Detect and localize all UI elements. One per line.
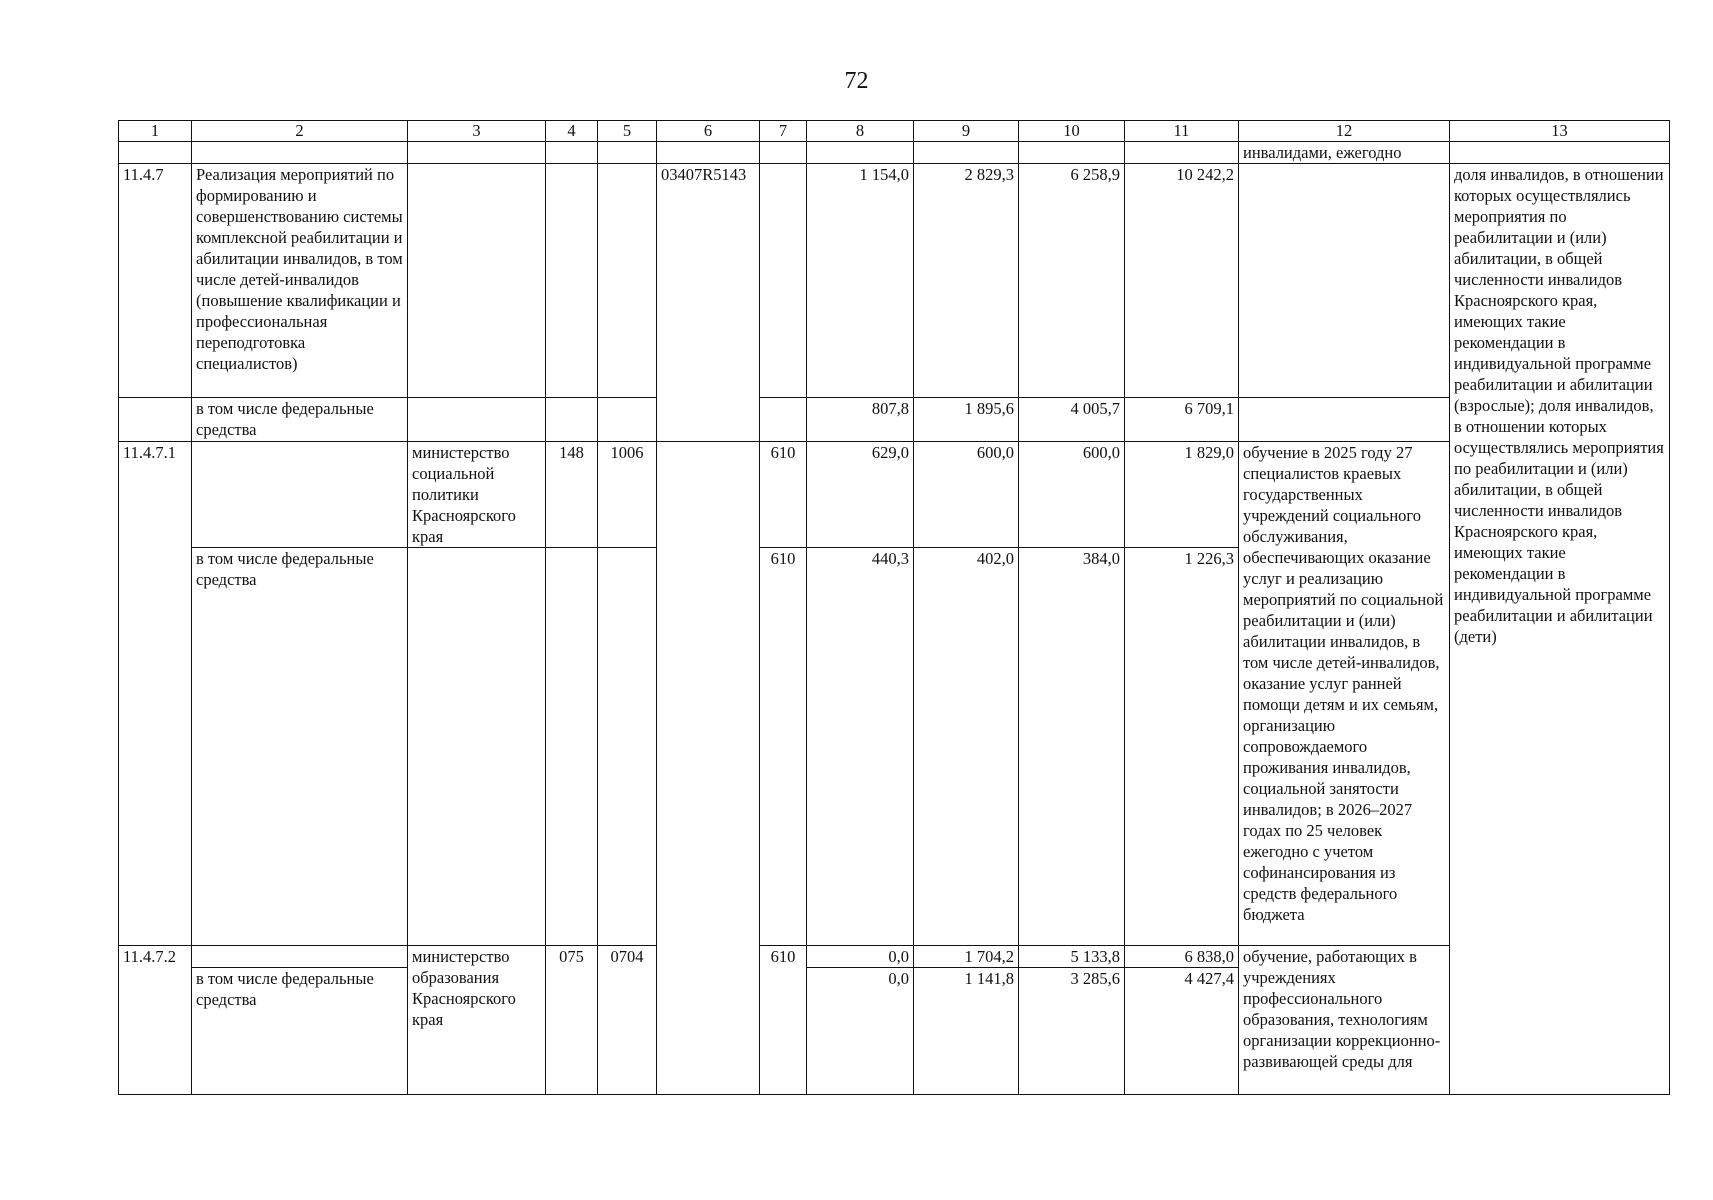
col-header: 10 [1019, 121, 1125, 142]
table-row [119, 442, 1670, 548]
result-cell: инвалидами, ежегодно [1239, 142, 1450, 164]
indicator-cell: доля инвалидов, в отношении которых осуществлялись мероприятия по реабилитации и (или) абилитации, в общей численности инвалидов Красноярского края, имеющих такие рекомендации в индивидуальной программе реабилитации и абилитации (взрослые); доля инвалидов, в отношении которых осуществлялись мероприятия по реабилитации и (или) абилитации, в общей численности инвалидов Красноярского края, имеющих такие рекомендации в индивидуальной программе реабилитации и абилитации (дети) [1450, 164, 1670, 1095]
value-cell: 6 838,0 [1125, 946, 1239, 968]
row-number: 11.4.7 [119, 164, 192, 398]
col-header: 2 [192, 121, 408, 142]
col-header: 11 [1125, 121, 1239, 142]
value-cell: 4 005,7 [1019, 398, 1125, 442]
value-cell: 10 242,2 [1125, 164, 1239, 398]
vr-code: 610 [760, 548, 807, 946]
value-cell: 600,0 [1019, 442, 1125, 548]
header-row [119, 121, 1670, 142]
col-header: 4 [546, 121, 598, 142]
col-header: 12 [1239, 121, 1450, 142]
result-cell: обучение, работающих в учреждениях профессионального образования, технологиям организации коррекционно-развивающей среды для [1239, 946, 1450, 1095]
page-number: 72 [844, 68, 869, 94]
value-cell: 1 141,8 [914, 968, 1019, 1095]
value-cell: 600,0 [914, 442, 1019, 548]
value-cell: 1 895,6 [914, 398, 1019, 442]
value-cell: 4 427,4 [1125, 968, 1239, 1095]
value-cell: 6 709,1 [1125, 398, 1239, 442]
table-row [119, 164, 1670, 398]
row-number: 11.4.7.2 [119, 946, 192, 1095]
value-cell: 629,0 [807, 442, 914, 548]
row-number: 11.4.7.1 [119, 442, 192, 946]
col-header: 3 [408, 121, 546, 142]
value-cell: 0,0 [807, 968, 914, 1095]
value-cell: 807,8 [807, 398, 914, 442]
federal-label: в том числе федеральные средства [192, 548, 408, 946]
org-name: министерство образования Красноярского края [408, 946, 546, 1095]
col-header: 8 [807, 121, 914, 142]
event-name: Реализация мероприятий по формированию и совершенствованию системы комплексной реабилитации и абилитации инвалидов, в том числе детей-инвалидов (повышение квалификации и профессиональная переподготовка специалистов) [192, 164, 408, 398]
value-cell: 5 133,8 [1019, 946, 1125, 968]
col-header: 1 [119, 121, 192, 142]
value-cell: 402,0 [914, 548, 1019, 946]
table-row [119, 946, 1670, 968]
value-cell: 384,0 [1019, 548, 1125, 946]
csr-code: 03407R5143 [657, 164, 760, 442]
value-cell: 440,3 [807, 548, 914, 946]
value-cell: 1 829,0 [1125, 442, 1239, 548]
value-cell: 0,0 [807, 946, 914, 968]
col-header: 5 [598, 121, 657, 142]
value-cell: 3 285,6 [1019, 968, 1125, 1095]
value-cell: 6 258,9 [1019, 164, 1125, 398]
col-header: 6 [657, 121, 760, 142]
vr-code: 610 [760, 442, 807, 548]
federal-label: в том числе федеральные средства [192, 398, 408, 442]
vr-code: 610 [760, 946, 807, 1095]
col-header: 13 [1450, 121, 1670, 142]
continuation-row [119, 142, 1670, 164]
federal-label: в том числе федеральные средства [192, 968, 408, 1095]
col-header: 9 [914, 121, 1019, 142]
rzpr-code: 0704 [598, 946, 657, 1095]
grbs-code: 148 [546, 442, 598, 548]
table-row [119, 398, 1670, 442]
col-header: 7 [760, 121, 807, 142]
value-cell: 1 704,2 [914, 946, 1019, 968]
value-cell: 1 154,0 [807, 164, 914, 398]
grbs-code: 075 [546, 946, 598, 1095]
rzpr-code: 1006 [598, 442, 657, 548]
result-cell: обучение в 2025 году 27 специалистов краевых государственных учреждений социального обслуживания, обеспечивающих оказание услуг и реализацию мероприятий по социальной реабилитации и (или) абилитации инвалидов, в том числе детей-инвалидов, оказание услуг ранней помощи детям и их семьям, организацию сопровождаемого проживания инвалидов, социальной занятости инвалидов; в 2026–2027 годах по 25 человек ежегодно с учетом софинансирования из средств федерального бюджета [1239, 442, 1450, 946]
org-name: министерство социальной политики Красноярского края [408, 442, 546, 548]
program-table [118, 120, 1670, 1095]
value-cell: 2 829,3 [914, 164, 1019, 398]
value-cell: 1 226,3 [1125, 548, 1239, 946]
